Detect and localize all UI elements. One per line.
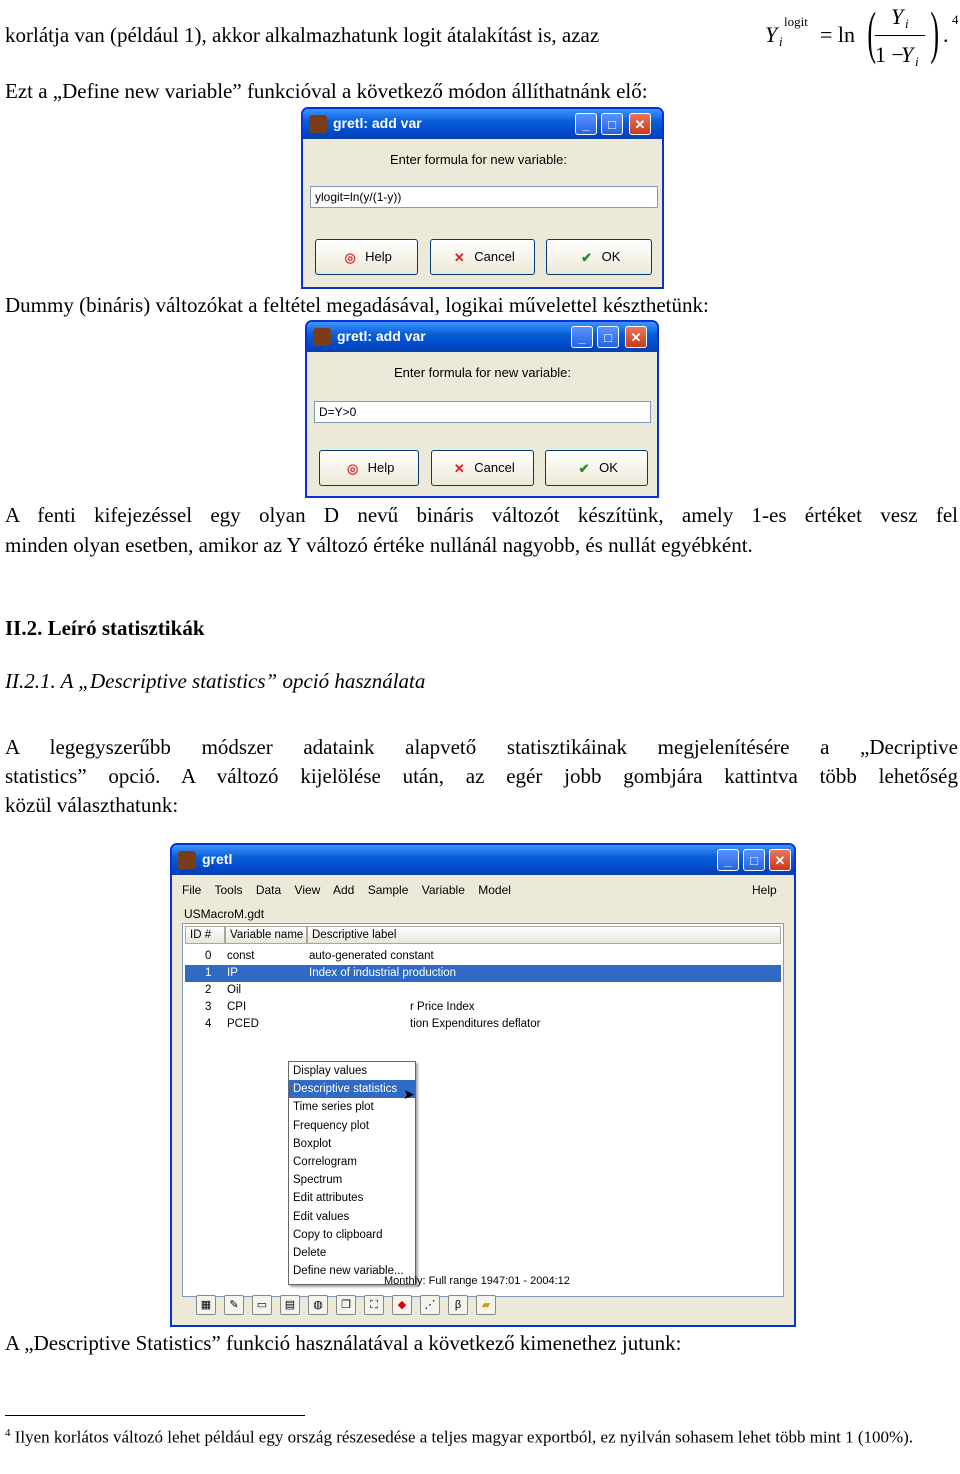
row-name: Oil — [227, 984, 242, 996]
table-row-selected[interactable] — [185, 965, 781, 982]
formula-input[interactable]: ylogit=ln(y/(1-y)) — [310, 186, 658, 208]
ctx-delete[interactable]: Delete — [293, 1246, 327, 1259]
manual-icon[interactable]: ❐ — [336, 1295, 356, 1315]
edit-script-icon[interactable]: ✎ — [224, 1295, 244, 1315]
open-folder-icon[interactable]: ▰ — [476, 1295, 496, 1315]
row-id: 0 — [205, 950, 212, 962]
dialog-title: gretl: add var — [333, 115, 422, 131]
help-label: Help — [365, 249, 392, 264]
variable-list — [182, 923, 784, 1297]
close-button[interactable]: ✕ — [625, 326, 647, 348]
help-label: Help — [367, 460, 395, 475]
ctx-edit-values[interactable]: Edit values — [293, 1210, 350, 1223]
descriptive-intro-line1: A legegyszerűbb módszer adataink alapvető statisztikáinak megjelenítésére a „Decriptive — [5, 735, 958, 759]
formula-y-sup: logit — [784, 14, 808, 29]
col-header-label[interactable]: Descriptive label — [307, 926, 781, 944]
ols-beta-icon[interactable]: β — [448, 1295, 468, 1315]
minimize-button[interactable]: _ — [575, 113, 597, 135]
menu-file[interactable]: File — [182, 883, 202, 897]
footnote-text: Ilyen korlátos változó lehet például egy ország részesedése a teljes magyar exportból, ez nyilván sohasem lehet több mint 1 (100%). — [14, 1427, 914, 1447]
cancel-button[interactable] — [431, 450, 534, 486]
console-icon[interactable]: ▭ — [252, 1295, 272, 1315]
gretl-app-icon — [178, 851, 196, 869]
add-var-dialog-2 — [305, 320, 659, 498]
dialog-title: gretl: add var — [337, 328, 426, 344]
help-button[interactable] — [315, 239, 418, 275]
ok-label: OK — [599, 460, 618, 475]
mouse-cursor-icon: ➤ — [403, 1086, 415, 1102]
row-label: r Price Index — [410, 1001, 475, 1013]
intro-text: korlátja van (például 1), akkor alkalmazhatunk logit átalakítást is, azaz — [5, 23, 600, 47]
ctx-copy-to-clipboard[interactable]: Copy to clipboard — [293, 1228, 383, 1241]
diamond-icon[interactable]: ◆ — [392, 1295, 412, 1315]
checkmark-icon: ✔ — [578, 460, 590, 476]
ctx-boxplot[interactable]: Boxplot — [293, 1137, 332, 1150]
ok-button[interactable] — [546, 239, 652, 275]
subsection-heading: II.2.1. A „Descriptive statistics” opció használata — [5, 669, 426, 693]
close-button[interactable]: ✕ — [629, 113, 651, 135]
context-menu — [288, 1061, 416, 1285]
row-label: Index of industrial production — [309, 967, 457, 979]
minimize-button[interactable]: _ — [717, 849, 739, 871]
lifebuoy-icon: ◎ — [344, 249, 356, 265]
footnote — [5, 1422, 958, 1449]
table-row[interactable] — [185, 982, 781, 999]
logit-formula — [765, 0, 960, 75]
formula-prompt: Enter formula for new variable: — [394, 365, 572, 380]
lifebuoy-icon: ◎ — [346, 460, 359, 476]
menu-model[interactable]: Model — [478, 883, 511, 897]
formula-paren-left: ( — [867, 0, 877, 65]
formula-num-sub: i — [905, 16, 909, 31]
table-row[interactable] — [185, 948, 781, 965]
calculator-icon[interactable]: ▦ — [196, 1295, 216, 1315]
formula-den-sub: i — [915, 54, 919, 69]
descriptive-intro-line2: statistics” opció. A változó kijelölése után, az egér jobb gombjára kattintva több lehetőség — [5, 764, 958, 788]
menu-help[interactable]: Help — [752, 883, 777, 897]
menu-bar — [182, 883, 521, 897]
row-name: CPI — [227, 1001, 247, 1013]
session-icon[interactable]: ▤ — [280, 1295, 300, 1315]
status-bar: Monthly: Full range 1947:01 - 2004:12 — [384, 1275, 570, 1287]
maximize-button[interactable]: □ — [743, 849, 765, 871]
cancel-icon: ✕ — [453, 249, 465, 265]
dummy-text: Dummy (bináris) változókat a feltétel megadásával, logikai művelettel készthetünk: — [5, 293, 709, 317]
help-book-icon[interactable]: ⛶ — [364, 1295, 384, 1315]
dialog-titlebar — [303, 109, 662, 139]
section-heading: II.2. Leíró statisztikák — [5, 616, 205, 640]
binary-explanation-line2: minden olyan esetben, amikor az Y változó értéke nullánál nagyobb, és nullát egyébként. — [5, 533, 753, 557]
maximize-button[interactable]: □ — [601, 113, 623, 135]
web-icon[interactable]: ◍ — [308, 1295, 328, 1315]
descriptive-intro-line3: közül választhatunk: — [5, 793, 179, 817]
row-id: 4 — [205, 1018, 212, 1030]
minimize-button[interactable]: _ — [571, 326, 593, 348]
define-var-text: Ezt a „Define new variable” funkcióval a következő módon állíthatnánk elő: — [5, 79, 648, 103]
maximize-button[interactable]: □ — [597, 326, 619, 348]
output-intro: A „Descriptive Statistics” funkció használatával a következő kimenethez jutunk: — [5, 1331, 682, 1355]
menu-sample[interactable]: Sample — [367, 883, 409, 897]
add-var-dialog-1 — [301, 107, 664, 289]
cancel-icon: ✕ — [453, 460, 465, 476]
col-header-id[interactable]: ID # — [185, 926, 225, 944]
cancel-button[interactable] — [430, 239, 535, 275]
ok-button[interactable] — [545, 450, 648, 486]
row-label: auto-generated constant — [309, 950, 434, 962]
menu-variable[interactable]: Variable — [421, 883, 465, 897]
formula-den-prefix: 1 − — [875, 42, 904, 67]
gretl-app-icon — [313, 328, 331, 346]
ctx-define-new-variable[interactable]: Define new variable... — [293, 1265, 404, 1278]
formula-y-sub: i — [779, 34, 783, 49]
ctx-display-values[interactable]: Display values — [293, 1065, 368, 1077]
formula-eq: = ln — [820, 22, 856, 47]
table-row[interactable] — [185, 1016, 781, 1033]
ctx-frequency-plot[interactable]: Frequency plot — [293, 1119, 370, 1132]
checkmark-icon: ✔ — [581, 249, 593, 265]
formula-input[interactable]: D=Y>0 — [314, 401, 651, 423]
footnote-number: 4 — [5, 1427, 11, 1439]
row-label: tion Expenditures deflator — [410, 1018, 541, 1030]
formula-end: . — [943, 22, 949, 47]
formula-paren-right: ) — [930, 0, 940, 65]
fraction-line — [875, 35, 925, 36]
row-name: const — [227, 950, 255, 962]
ctx-time-series-plot[interactable]: Time series plot — [293, 1101, 374, 1114]
menu-view[interactable]: View — [294, 883, 321, 897]
binary-explanation-line1: A fenti kifejezéssel egy olyan D nevű bináris változót készítünk, amely 1-es értéket vesz fel — [5, 503, 958, 527]
main-title: gretl — [202, 851, 233, 867]
formula-y: Y — [765, 22, 778, 47]
menu-add[interactable]: Add — [333, 883, 355, 897]
ctx-edit-attributes[interactable]: Edit attributes — [293, 1192, 364, 1205]
row-id: 2 — [205, 984, 212, 996]
row-id: 3 — [205, 1001, 212, 1013]
ctx-descriptive-statistics[interactable]: Descriptive statistics — [289, 1080, 415, 1098]
table-row[interactable] — [185, 999, 781, 1016]
ok-label: OK — [601, 249, 621, 264]
row-name: PCED — [227, 1018, 259, 1030]
dialog-titlebar — [307, 322, 657, 352]
formula-den-y: Y — [901, 42, 914, 67]
row-id: 1 — [205, 967, 212, 979]
toolbar — [182, 1291, 784, 1319]
formula-prompt: Enter formula for new variable: — [390, 152, 568, 167]
dataset-filename: USMacroM.gdt — [184, 907, 265, 921]
footnote-ref: 4 — [952, 12, 959, 27]
formula-num-y: Y — [891, 4, 904, 29]
gretl-app-icon — [309, 115, 327, 133]
menu-tools[interactable]: Tools — [214, 883, 243, 897]
ctx-spectrum[interactable]: Spectrum — [293, 1174, 343, 1187]
cancel-label: Cancel — [474, 249, 515, 264]
scatter-plot-icon[interactable]: ⋰ — [420, 1295, 440, 1315]
menu-data[interactable]: Data — [255, 883, 282, 897]
ctx-correlogram[interactable]: Correlogram — [293, 1155, 357, 1168]
footnote-separator — [5, 1415, 305, 1416]
gretl-main-window — [170, 843, 796, 1327]
main-titlebar — [172, 845, 794, 875]
row-name: IP — [227, 967, 238, 979]
close-button[interactable]: ✕ — [769, 849, 791, 871]
cancel-label: Cancel — [474, 460, 515, 475]
col-header-name[interactable]: Variable name — [225, 926, 307, 944]
help-button[interactable] — [319, 450, 419, 486]
